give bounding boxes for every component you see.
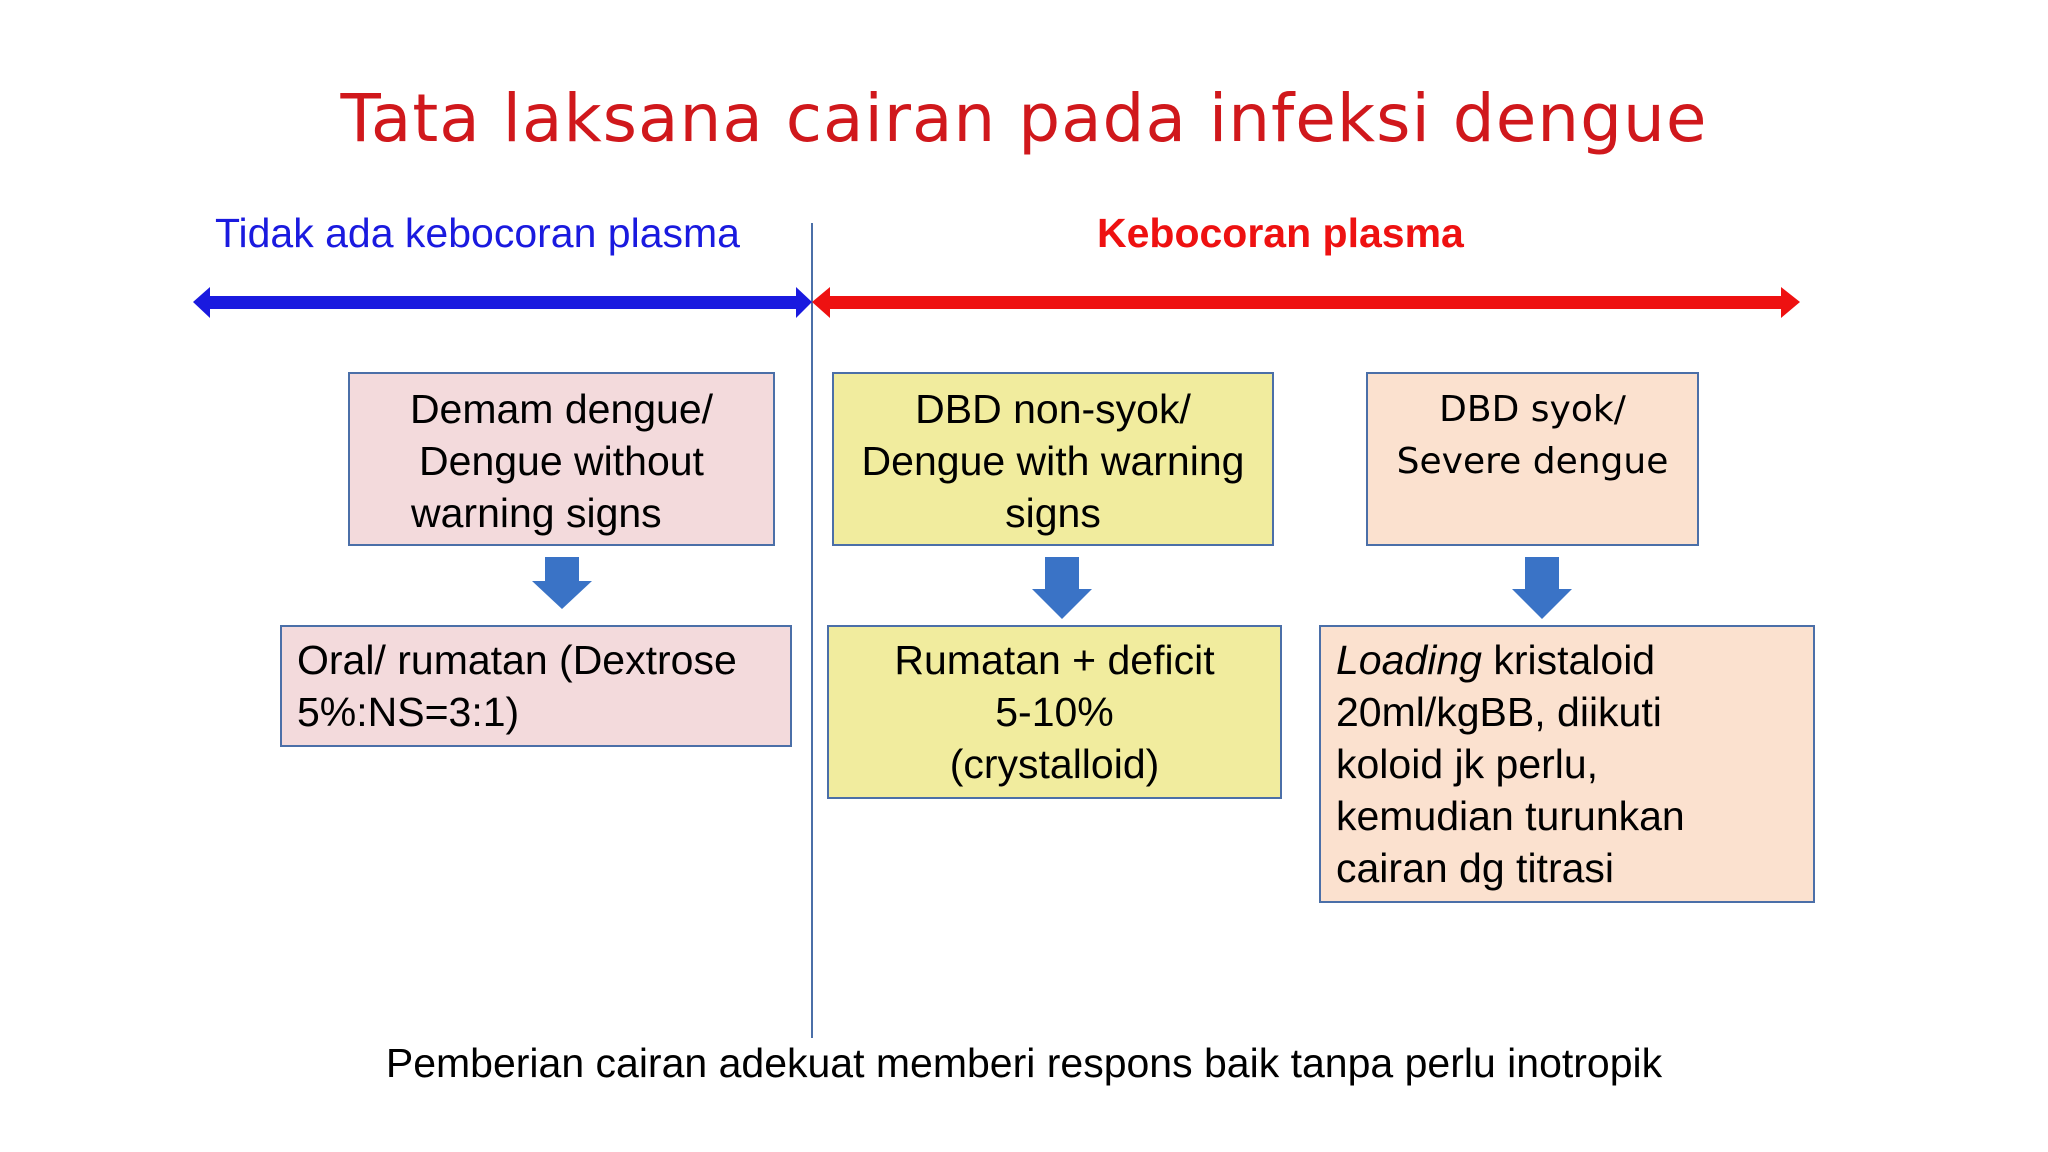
loading-italic-word: Loading bbox=[1336, 637, 1482, 683]
category-box-dbd-non-shock bbox=[832, 372, 1274, 546]
category-line: DBD non-syok/ bbox=[915, 386, 1191, 432]
category-line: Dengue without bbox=[419, 438, 704, 484]
loading-line-rest: kristaloid bbox=[1481, 637, 1656, 683]
treatment-line: Rumatan + deficit bbox=[894, 637, 1215, 683]
treatment-box-maintenance-deficit bbox=[827, 625, 1282, 799]
treatment-line: Oral/ rumatan (Dextrose bbox=[297, 637, 737, 683]
treatment-line: koloid jk perlu, bbox=[1336, 741, 1599, 787]
slide-title: Tata laksana cairan pada infeksi dengue bbox=[340, 80, 1708, 157]
treatment-line: 5%:NS=3:1) bbox=[297, 689, 520, 735]
category-line: Dengue with warning bbox=[861, 438, 1245, 484]
category-line: warning signs bbox=[411, 490, 662, 536]
category-box-dengue-fever bbox=[348, 372, 775, 546]
category-line: Severe dengue bbox=[1396, 441, 1669, 482]
category-line: signs bbox=[1005, 490, 1101, 536]
treatment-line: 20ml/kgBB, diikuti bbox=[1336, 689, 1662, 735]
down-arrow-icon bbox=[1512, 557, 1572, 619]
treatment-line: 5-10% bbox=[995, 689, 1114, 735]
treatment-line: (crystalloid) bbox=[949, 741, 1160, 787]
no-plasma-leak-label: Tidak ada kebocoran plasma bbox=[215, 210, 740, 256]
no-leak-double-arrow bbox=[193, 287, 812, 318]
treatment-line bbox=[1336, 634, 1813, 686]
treatment-box-loading-crystalloid bbox=[1319, 625, 1815, 903]
category-line: DBD syok/ bbox=[1439, 389, 1626, 430]
treatment-line: cairan dg titrasi bbox=[1336, 845, 1615, 891]
treatment-line: kemudian turunkan bbox=[1336, 793, 1685, 839]
leak-double-arrow bbox=[812, 287, 1800, 318]
treatment-box-oral bbox=[280, 625, 792, 747]
category-box-dbd-shock bbox=[1366, 372, 1699, 546]
category-line: Demam dengue/ bbox=[409, 386, 714, 432]
footer-note: Pemberian cairan adekuat memberi respons baik tanpa perlu inotropik bbox=[385, 1040, 1663, 1086]
plasma-leak-label: Kebocoran plasma bbox=[1097, 210, 1464, 256]
down-arrow-icon bbox=[1032, 557, 1092, 619]
down-arrow-icon bbox=[532, 557, 592, 609]
